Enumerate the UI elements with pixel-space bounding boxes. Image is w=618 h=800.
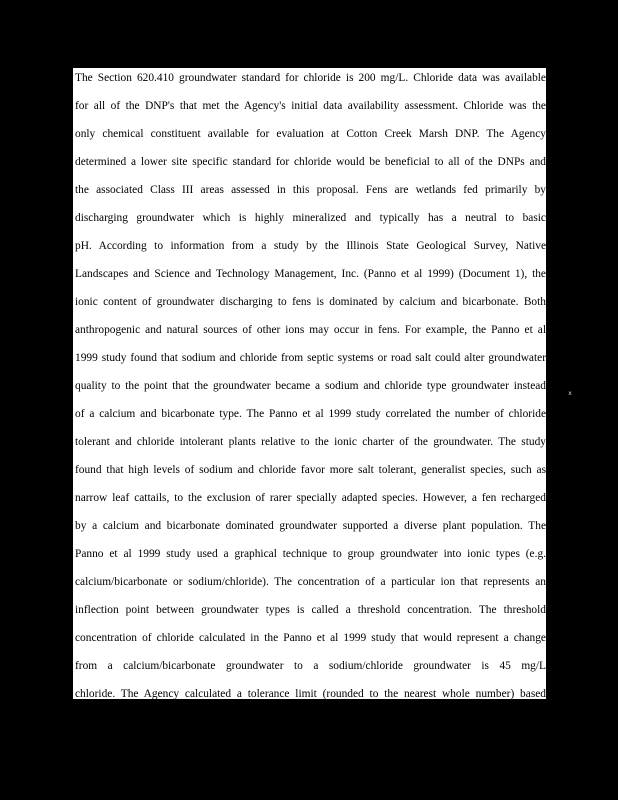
paragraph-line: found that high levels of sodium and chloride favor more salt tolerant, generalist species, such as xyxy=(75,464,546,476)
body-paragraph xyxy=(73,68,546,699)
paragraph-line: The Section 620.410 groundwater standard for chloride is 200 mg/L. Chloride data was available xyxy=(75,72,546,84)
paragraph-line: inflection point between groundwater types is called a threshold concentration. The threshold xyxy=(75,604,546,616)
paragraph-line: anthropogenic and natural sources of other ions may occur in fens. For example, the Panno et al xyxy=(75,324,546,336)
paragraph-line: 1999 study found that sodium and chloride from septic systems or road salt could alter groundwater xyxy=(75,352,546,364)
paragraph-line: by a calcium and bicarbonate dominated groundwater supported a diverse plant population. The xyxy=(75,520,546,532)
paragraph-line: pH. According to information from a study by the Illinois State Geological Survey, Native xyxy=(75,240,546,252)
paragraph-line: only chemical constituent available for evaluation at Cotton Creek Marsh DNP. The Agency xyxy=(75,128,546,140)
paragraph-line: calcium/bicarbonate or sodium/chloride). The concentration of a particular ion that represents an xyxy=(75,576,546,588)
paragraph-line: determined a lower site specific standard for chloride would be beneficial to all of the DNPs and xyxy=(75,156,546,168)
paragraph-line: discharging groundwater which is highly mineralized and typically has a neutral to basic xyxy=(75,212,546,224)
paragraph-line: ionic content of groundwater discharging to fens is dominated by calcium and bicarbonate. Both xyxy=(75,296,546,308)
paragraph-line: concentration of chloride calculated in the Panno et al 1999 study that would represent a change xyxy=(75,632,546,644)
paragraph-line: tolerant and chloride intolerant plants relative to the ionic charter of the groundwater. The study xyxy=(75,436,546,448)
paragraph-line: Panno et al 1999 study used a graphical technique to group groundwater into ionic types (e.g. xyxy=(75,548,546,560)
paragraph-line: chloride. The Agency calculated a tolerance limit (rounded to the nearest whole number) based xyxy=(75,688,546,699)
margin-mark: x xyxy=(568,390,572,397)
paragraph-line: quality to the point that the groundwater became a sodium and chloride type groundwater instead xyxy=(75,380,546,392)
paragraph-line: from a calcium/bicarbonate groundwater to a sodium/chloride groundwater is 45 mg/L xyxy=(75,660,546,672)
paragraph-line: narrow leaf cattails, to the exclusion of rarer specially adapted species. However, a fen recharged xyxy=(75,492,546,504)
paragraph-line: the associated Class III areas assessed in this proposal. Fens are wetlands fed primarily by xyxy=(75,184,546,196)
paragraph-line: Landscapes and Science and Technology Management, Inc. (Panno et al 1999) (Document 1), the xyxy=(75,268,546,280)
paragraph-line: of a calcium and bicarbonate type. The Panno et al 1999 study correlated the number of chloride xyxy=(75,408,546,420)
paragraph-line: for all of the DNP's that met the Agency's initial data availability assessment. Chloride was the xyxy=(75,100,546,112)
